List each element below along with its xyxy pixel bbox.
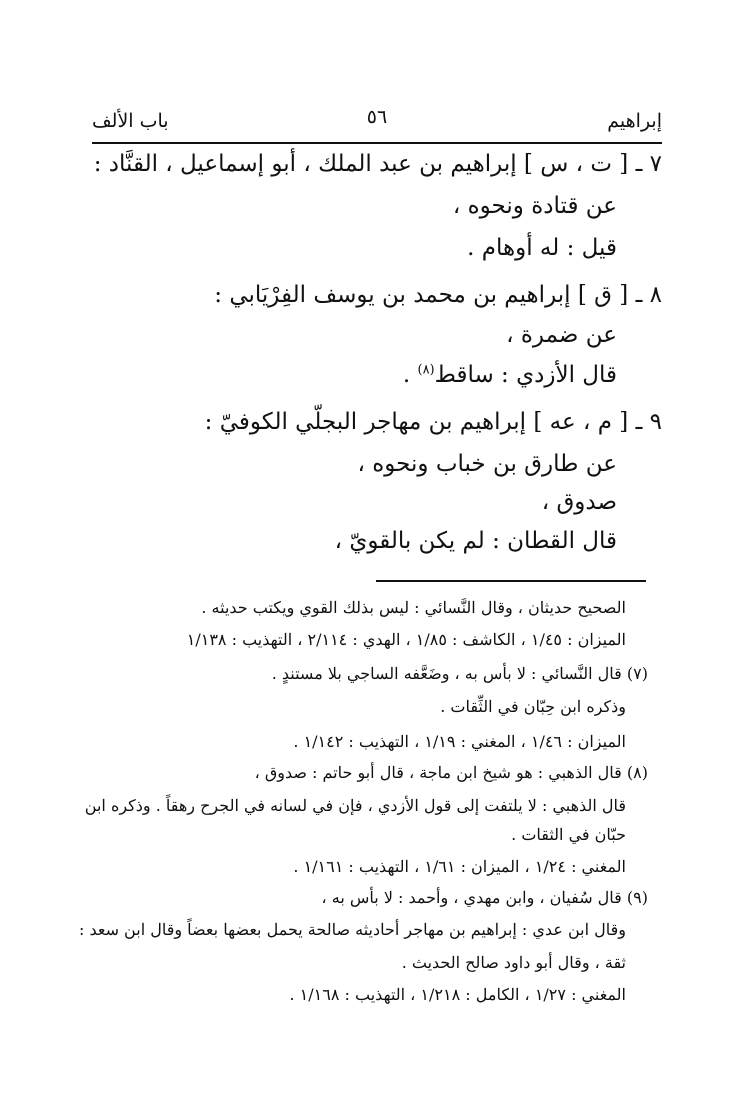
entry-7-head: ٧ ـ [ ت ، س ] إبراهيم بن عبد الملك ، أبو إسماعيل ، القنَّاد : [93, 151, 662, 177]
footnote-7: (٧) قال النَّسائي : لا بأس به ، وضَعَّفه الساجي بلا مستندٍ . [271, 664, 648, 683]
entry-9-line: عن طارق بن خباب ونحوه ، [357, 451, 617, 477]
entry-7-line: عن قتادة ونحوه ، [452, 193, 617, 219]
footnote-8: (٨) قال الذهبي : هو شيخ ابن ماجة ، قال أبو حاتم : صدوق ، [254, 763, 648, 782]
entry-9-line: صدوق ، [541, 489, 617, 515]
footnote-8-line: قال الذهبي : لا يلتفت إلى قول الأزدي ، فإن في لسانه في الجرح رهقاً . وذكره ابن [84, 796, 626, 815]
entry-8-line: عن ضمرة ، [506, 322, 617, 348]
footnote-9-line: ثقة ، وقال أبو داود صالح الحديث . [401, 953, 626, 972]
header-divider [92, 142, 662, 144]
entry-9-line: قال القطان : لم يكن بالقويّ ، [334, 528, 617, 554]
entry-9-head: ٩ ـ [ م ، عه ] إبراهيم بن مهاجر البجلّي الكوفيّ : [204, 409, 662, 435]
entry-8-verdict-text: قال الأزدي : ساقط [434, 362, 617, 388]
entry-7-line: قيل : له أوهام . [467, 235, 617, 261]
header-chapter-title: باب الألف [92, 110, 169, 132]
footnote-8-line: حبّان في الثقات . [511, 825, 626, 844]
footnote-continuation-line: الصحيح حديثان ، وقال النَّسائي : ليس بذلك القوي ويكتب حديثه . [201, 598, 626, 617]
entry-8-head: ٨ ـ [ ق ] إبراهيم بن محمد بن يوسف الفِرْيَابي : [214, 282, 662, 308]
running-header [92, 104, 662, 138]
footnote-7-line: وذكره ابن حِبّان في الثِّقات . [440, 697, 626, 716]
entry-8-verdict [403, 362, 617, 388]
footnote-continuation-line: الميزان : ١/٤٥ ، الكاشف : ١/٨٥ ، الهدي : ٢/١١٤ ، التهذيب : ١/١٣٨ [186, 630, 626, 649]
footnote-9-line: المغني : ١/٢٧ ، الكامل : ١/٢١٨ ، التهذيب : ١/١٦٨ . [289, 985, 626, 1004]
page-number: ٥٦ [366, 106, 388, 128]
footnote-7-line: الميزان : ١/٤٦ ، المغني : ١/١٩ ، التهذيب : ١/١٤٢ . [293, 732, 626, 751]
header-entry-name: إبراهيم [607, 110, 662, 132]
footnote-8-line: المغني : ١/٢٤ ، الميزان : ١/٦١ ، التهذيب : ١/١٦١ . [293, 857, 626, 876]
footnote-ref-8: (٨) [417, 362, 435, 378]
footnote-divider [376, 580, 646, 582]
entry-8-verdict-end: . [402, 362, 418, 388]
footnote-9-line: وقال ابن عدي : إبراهيم بن مهاجر أحاديثه صالحة يحمل بعضها بعضاً وقال ابن سعد : [78, 920, 626, 939]
footnote-9: (٩) قال سُفيان ، وابن مهدي ، وأحمد : لا بأس به ، [321, 888, 648, 907]
